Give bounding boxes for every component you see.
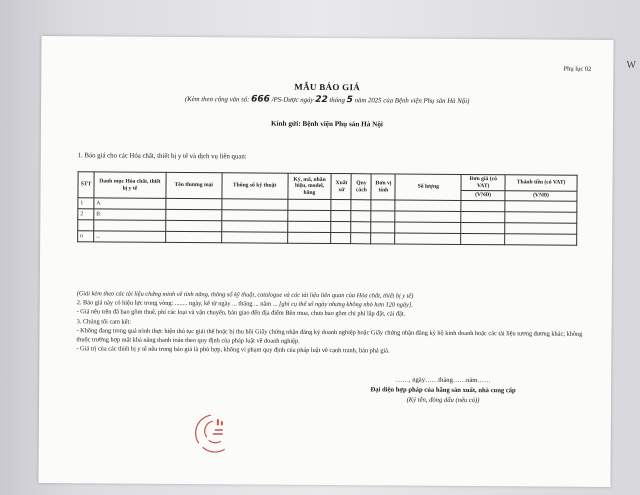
row-stt: 1 <box>78 198 94 209</box>
handwritten-day: 22 <box>315 94 328 106</box>
subtitle-suffix: năm 2025 của Bệnh viện Phụ sản Hà Nội) <box>352 97 470 105</box>
signature-hint: (Ký tên, đóng dấu (nếu có)) <box>406 396 480 405</box>
col-header-unit-price: Đơn giá (có VAT) <box>461 174 505 191</box>
recipient-line: Kính gửi: Bệnh viện Phụ sản Hà Nội <box>270 119 383 129</box>
col-header-unit: Đơn vị tính <box>371 174 395 200</box>
col-header-stt: STT <box>78 172 94 198</box>
row-item: A <box>94 198 166 210</box>
subtitle-mid2: tháng <box>327 97 347 105</box>
subtitle-mid1: /PS-Dược ngày <box>269 96 316 104</box>
signature-date: ……, ngày……tháng……năm…… <box>395 376 491 385</box>
validity-text: 2. Báo giá này có hiệu lực trong vòng: ........ ngày, kể từ ngày ... tháng ... năm ... <box>76 299 280 308</box>
table-row <box>78 231 577 245</box>
handwritten-month: 5 <box>346 95 353 106</box>
validity-hint: [ghi cụ thể số ngày nhưng không nhỏ hơn 120 ngày]. <box>278 300 413 309</box>
appendix-label: Phụ lục 02 <box>563 65 592 73</box>
col-header-packing: Quy cách <box>351 174 371 200</box>
col-header-specs: Thông số kỹ thuật <box>222 173 288 200</box>
row-item: B <box>94 209 166 221</box>
col-header-item: Danh mục Hóa chất, thiết bị y tế <box>94 172 166 199</box>
col-header-trade-name: Tên thương mại <box>166 172 222 198</box>
table-header-row <box>78 172 577 192</box>
document-page <box>38 36 613 487</box>
row-stt <box>78 220 94 231</box>
row-stt: n <box>78 231 94 242</box>
intro-line: 1. Báo giá cho các Hóa chất, thiết bị y tế và dịch vụ liên quan: <box>77 152 247 161</box>
document-title: MẪU BÁO GIÁ <box>294 81 361 93</box>
quotation-table <box>77 171 577 246</box>
commitment-2: - Giá trị của các thiết bị y tế nêu trong báo giá là phù hợp, không vi phạm quy định của pháp luật về cạnh tranh, bán phá giá. <box>76 345 390 355</box>
col-header-quantity: Số lượng <box>395 174 461 201</box>
row-item: ... <box>94 231 166 243</box>
document-subtitle <box>41 93 613 107</box>
col-header-model: Ký, mã, nhãn hiệu, model, hãng <box>287 173 331 199</box>
row-stt: 2 <box>78 209 94 220</box>
edge-mark: W <box>626 60 636 71</box>
signature-block <box>323 375 563 407</box>
notes-section <box>76 289 596 357</box>
subtitle-prefix: (Kèm theo công văn số: <box>184 96 252 104</box>
commitment-1: - Không đang trong quá trình thực hiện thủ tục giải thể hoặc bị thu hồi Giấy chứng nhận đăng ký doanh nghiệp hoặc Giấy chứng nhận đăng ký hộ kinh doanh hoặc các tài liệu tương đương khác; không thuộc trường hợp mất khả năng thanh toán theo quy định của pháp luật về doanh nghiệp. <box>76 327 583 345</box>
total-currency: (VNĐ) <box>505 191 577 201</box>
unit-price-currency: (VNĐ) <box>461 191 505 201</box>
col-header-origin: Xuất xứ <box>331 174 351 200</box>
attachment-note: (Giải kèm theo các tài liệu chứng minh về tính năng, thông số kỹ thuật, catalogue và các tài liệu liên quan của Hóa chất, thiết bị y tế) <box>76 290 414 300</box>
row-item <box>94 220 166 232</box>
handwritten-doc-number: 666 <box>251 94 270 105</box>
col-header-total: Thành tiền (có VAT) <box>505 175 577 192</box>
commitment-heading: 3. Chúng tôi cam kết: <box>76 317 131 326</box>
received-stamp-icon <box>191 409 239 457</box>
signature-title: Đại diện hợp pháp của hãng sản xuất, nhà cung cấp <box>370 386 516 395</box>
price-inclusion-note: - Giá nêu trên đã bao gồm thuế, phí các loại và vận chuyển, bàn giao đến địa điểm Bên mua, chưa bao gồm chi phí lắp đặt, cài đặt. <box>76 308 406 318</box>
